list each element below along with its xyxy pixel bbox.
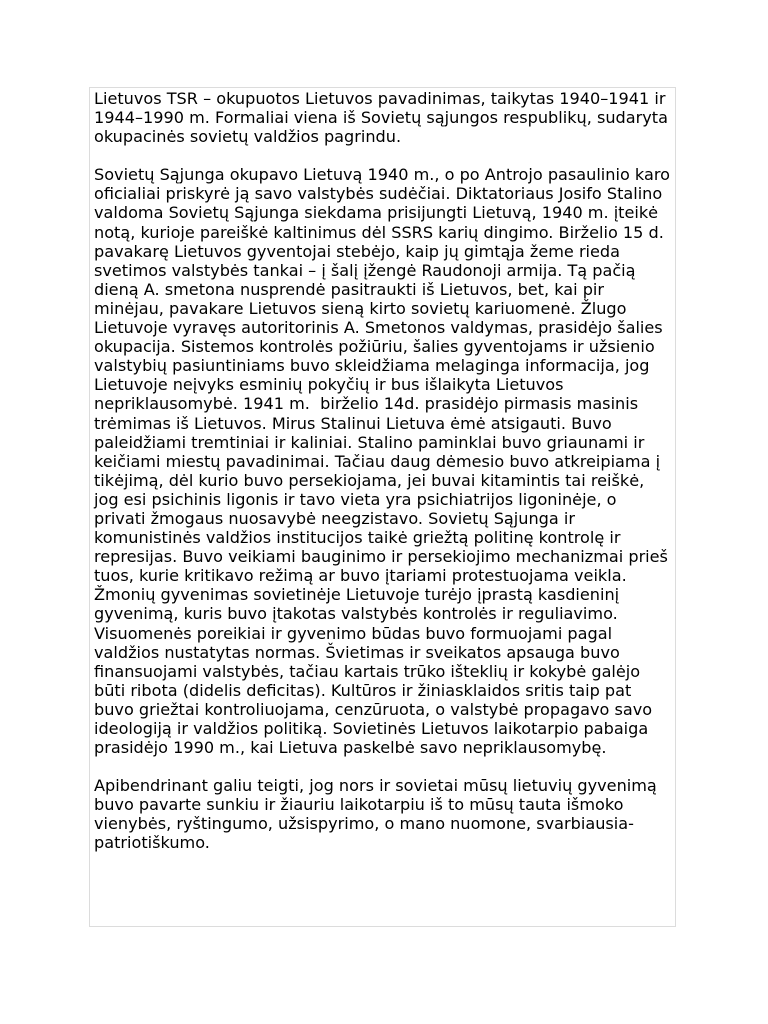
paragraph-intro: Lietuvos TSR – okupuotos Lietuvos pavadinimas, taikytas 1940–1941 ir 1944–1990 m. Formaliai viena iš Sovietų sąjungos respublikų, sudaryta okupacinės sovietų valdžios pagrindu. (94, 89, 674, 147)
document-page (89, 87, 676, 927)
paragraph-conclusion: Apibendrinant galiu teigti, jog nors ir sovietai mūsų lietuvių gyvenimą buvo pavarte sunkiu ir žiauriu laikotarpiu iš to mūsų tauta išmoko vienybės, ryštingumo, užsispyrimo, o mano nuomone, svarbiausia- patriotiškumo. (94, 776, 662, 853)
paragraph-body: Sovietų Sąjunga okupavo Lietuvą 1940 m., o po Antrojo pasaulinio karo oficialiai priskyrė ją savo valstybės sudėčiai. Diktatoriaus Josifo Stalino valdoma Sovietų Sąjunga siekdama prisijungti Lietuvą, 1940 m. įteikė notą, kurioje pareiškė kaltinimus dėl SSRS karių dingimo. Birželio 15 d. pavakarę Lietuvos gyventojai stebėjo, kaip jų gimtąja žeme rieda svetimos valstybės tankai – į šalį įžengė Raudonoji armija. Tą pačią dieną A. smetona nusprendė pasitraukti iš Lietuvos, bet, kai pir minėjau, pavakare Lietuvos sieną kirto sovietų kariuomenė. Žlugo Lietuvoje vyravęs autoritorinis A. Smetonos valdymas, prasidėjo šalies okupacija. Sistemos kontrolės požiūriu, šalies gyventojams ir užsienio valstybių pasiuntiniams buvo skleidžiama melaginga informacija, jog Lietuvoje neįvyks esminių pokyčių ir bus išlaikyta Lietuvos nepriklausomybė. 1941 m. birželio 14d. prasidėjo pirmasis masinis trėmimas iš Lietuvos. Mirus Stalinui Lietuva ėmė atsigauti. Buvo paleidžiami tremtiniai ir kaliniai. Stalino paminklai buvo griaunami ir keičiami miestų pavadinimai. Tačiau daug dėmesio buvo atkreipiama į tikėjimą, dėl kurio buvo persekiojama, jei buvai kitamintis tai reiškė, jog esi psichinis ligonis ir tavo vieta yra psichiatrijos ligoninėje, o privati žmogaus nuosavybė neegzistavo. Sovietų Sąjunga ir komunistinės valdžios institucijos taikė griežtą politinę kontrolę ir represijas. Buvo veikiami bauginimo ir persekiojimo mechanizmai prieš tuos, kurie kritikavo režimą ar buvo įtariami protestuojama veikla. Žmonių gyvenimas sovietinėje Lietuvoje turėjo įprastą kasdieninį gyvenimą, kuris buvo įtakotas valstybės kontrolės ir reguliavimo. Visuomenės poreikiai ir gyvenimo būdas buvo formuojami pagal valdžios nustatytas normas. Švietimas ir sveikatos apsauga buvo finansuojami valstybės, tačiau kartais trūko išteklių ir kokybė galėjo būti ribota (didelis deficitas). Kultūros ir žiniasklaidos sritis taip pat buvo griežtai kontroliuojama, cenzūruota, o valstybė propagavo savo ideologiją ir valdžios politiką. Sovietinės Lietuvos laikotarpio pabaiga prasidėjo 1990 m., kai Lietuva paskelbė savo nepriklausomybę. (94, 165, 676, 758)
